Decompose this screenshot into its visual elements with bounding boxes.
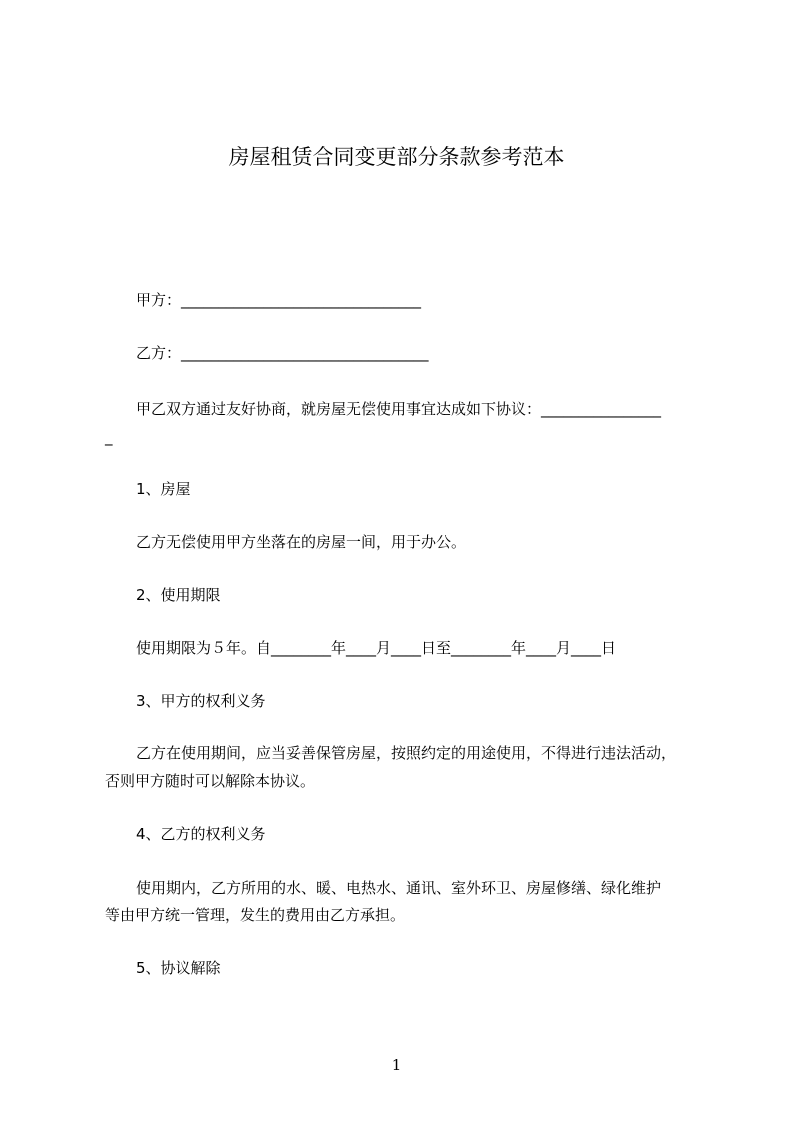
intro-paragraph-line2: _ — [105, 428, 113, 446]
page-number: 1 — [391, 1056, 402, 1074]
party-a-line: 甲方：________________________________ — [136, 291, 422, 309]
party-b-line: 乙方：_________________________________ — [136, 344, 429, 362]
section-3-heading: 3、甲方的权利义务 — [136, 692, 266, 710]
section-2-heading: 2、使用期限 — [136, 586, 221, 604]
document-title: 房屋租赁合同变更部分条款参考范本 — [228, 145, 565, 169]
section-5-heading: 5、协议解除 — [136, 959, 221, 977]
section-1-heading: 1、房屋 — [136, 480, 191, 498]
intro-paragraph-line1: 甲乙双方通过友好协商，就房屋无偿使用事宜达成如下协议：________________ — [136, 400, 662, 418]
section-3-body-line1: 乙方在使用期间，应当妥善保管房屋，按照约定的用途使用，不得进行违法活动， — [136, 744, 677, 762]
section-1-body: 乙方无偿使用甲方坐落在的房屋一间，用于办公。 — [136, 533, 467, 551]
section-2-body: 使用期限为５年。自________年____月____日至________年____月____日 — [136, 639, 617, 657]
section-3-body-line2: 否则甲方随时可以解除本协议。 — [105, 772, 316, 790]
section-4-heading: 4、乙方的权利义务 — [136, 825, 266, 843]
section-4-body-line1: 使用期内，乙方所用的水、暖、电热水、通讯、室外环卫、房屋修缮、绿化维护 — [136, 879, 662, 897]
section-4-body-line2: 等由甲方统一管理，发生的费用由乙方承担。 — [105, 906, 406, 924]
